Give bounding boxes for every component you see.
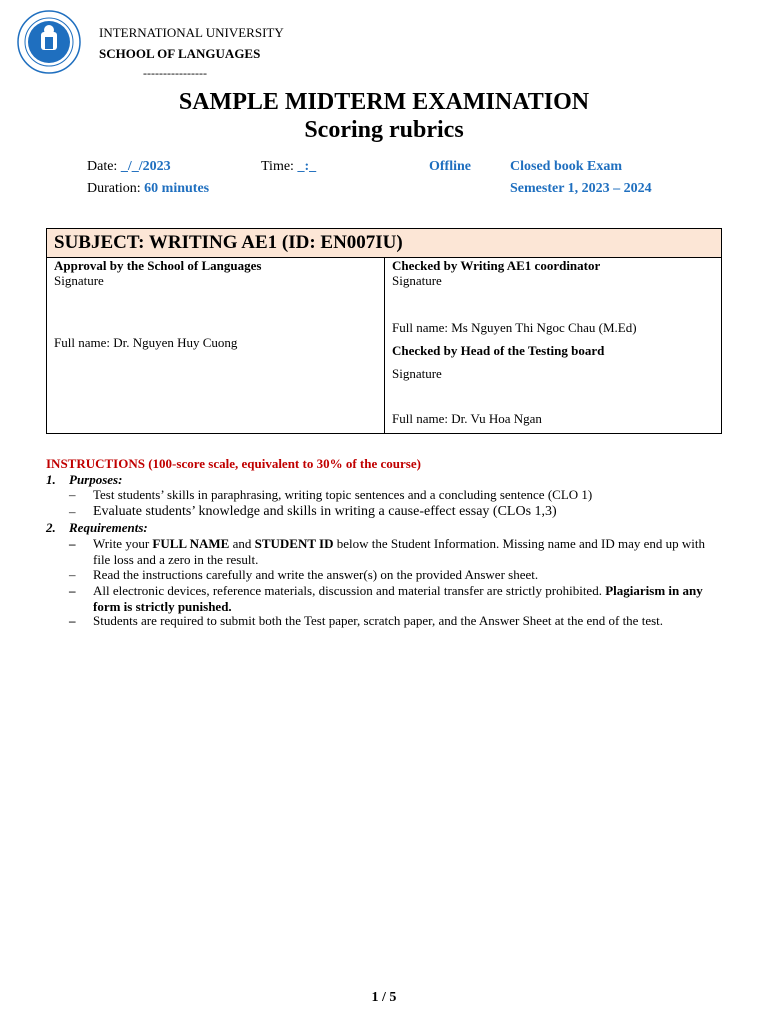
bullet-dash: –: [69, 504, 76, 519]
instructions-list: [46, 472, 726, 632]
bullet-dash: –: [69, 613, 76, 628]
approval-heading: Approval by the School of Languages: [54, 258, 262, 273]
instructions-title: INSTRUCTIONS (100-score scale, equivalent to 30% of the course): [46, 456, 421, 471]
subject-table: [46, 228, 722, 434]
purpose-item: Test students’ skills in paraphrasing, writing topic sentences and a concluding sentence (CLO 1): [93, 487, 593, 502]
coordinator-heading: Checked by Writing AE1 coordinator: [392, 258, 601, 273]
duration-field: [87, 181, 209, 197]
book-policy: Closed book Exam: [510, 159, 623, 174]
page-number: 1 / 5: [371, 990, 397, 1005]
separator: ----------------: [143, 66, 207, 80]
time-label: Time:: [261, 159, 298, 174]
requirement-item: Write your FULL NAME and STUDENT ID below the Student Information. Missing name and ID may end up with file loss and a zero in the result.: [93, 536, 706, 567]
exam-mode: Offline: [429, 159, 471, 174]
coordinator-signature: Signature: [392, 273, 442, 288]
approval-signature: Signature: [54, 273, 104, 288]
testing-board-signature: Signature: [392, 366, 442, 381]
purposes-number: 1.: [46, 472, 56, 487]
approval-cell: [47, 258, 385, 434]
testing-board-fullname: Full name: Dr. Vu Hoa Ngan: [392, 411, 542, 426]
exam-title: SAMPLE MIDTERM EXAMINATION: [178, 89, 590, 115]
time-field: [261, 159, 316, 175]
duration-value: 60 minutes: [144, 181, 210, 196]
bullet-dash: –: [69, 536, 76, 551]
checked-cell: [385, 258, 722, 434]
duration-label: Duration:: [87, 181, 145, 196]
requirement-item: All electronic devices, reference materials, discussion and material transfer are strictly prohibited. Plagiarism in any form is strictly punished.: [93, 583, 703, 614]
purposes-heading: Purposes:: [69, 472, 123, 487]
subject-title: SUBJECT: WRITING AE1 (ID: EN007IU): [47, 229, 722, 258]
purpose-item: Evaluate students’ knowledge and skills in writing a cause-effect essay (CLOs 1,3): [93, 504, 557, 519]
requirements-number: 2.: [46, 520, 56, 535]
date-label: Date:: [87, 159, 121, 174]
requirement-item: Students are required to submit both the Test paper, scratch paper, and the Answer Sheet at the end of the test.: [93, 613, 664, 628]
coordinator-fullname: Full name: Ms Nguyen Thi Ngoc Chau (M.Ed): [392, 320, 637, 335]
date-field: [87, 159, 171, 175]
bullet-dash: –: [69, 567, 76, 582]
time-value: _:_: [297, 159, 317, 174]
university-logo: [14, 10, 84, 74]
approval-fullname: Full name: Dr. Nguyen Huy Cuong: [54, 335, 238, 350]
semester: Semester 1, 2023 – 2024: [510, 181, 652, 196]
requirement-item: Read the instructions carefully and write the answer(s) on the provided Answer sheet.: [93, 567, 539, 582]
school-name: SCHOOL OF LANGUAGES: [99, 46, 261, 61]
date-value: _/_/2023: [120, 159, 171, 174]
exam-subtitle: Scoring rubrics: [304, 117, 464, 143]
bullet-dash: –: [69, 583, 76, 598]
university-name: INTERNATIONAL UNIVERSITY: [99, 25, 284, 40]
testing-board-heading: Checked by Head of the Testing board: [392, 343, 605, 358]
bullet-dash: –: [69, 487, 76, 502]
requirements-heading: Requirements:: [69, 520, 148, 535]
